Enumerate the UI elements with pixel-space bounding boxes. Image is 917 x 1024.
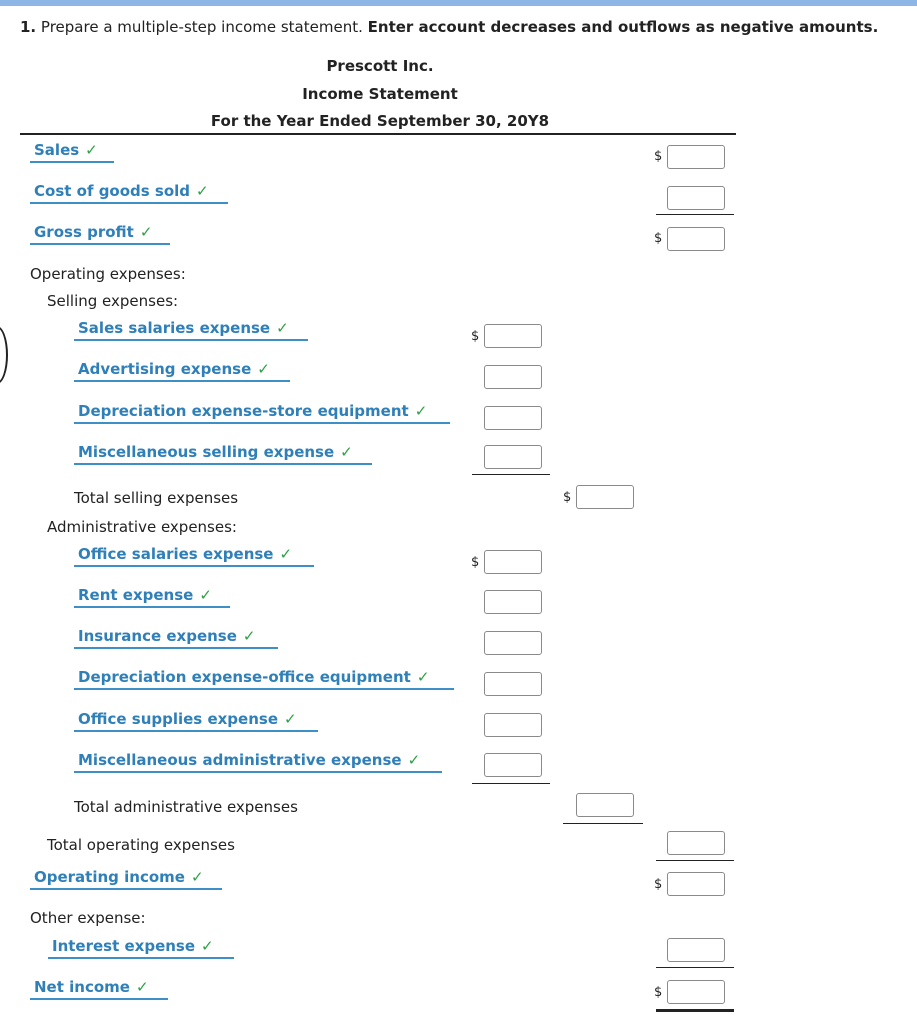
dollar-sign: $ bbox=[654, 985, 663, 1000]
row-select-misc-admin[interactable] bbox=[74, 751, 442, 773]
row-label: Miscellaneous selling expense bbox=[78, 443, 335, 461]
row-label: Sales bbox=[34, 141, 80, 159]
statement-title: Income Statement bbox=[302, 85, 458, 103]
instruction bbox=[20, 18, 878, 36]
check-icon: ✓ bbox=[135, 978, 149, 996]
row-label: Cost of goods sold bbox=[34, 182, 191, 200]
underline bbox=[563, 823, 643, 824]
input-depr-store[interactable] bbox=[484, 406, 542, 430]
row-label: Operating income bbox=[34, 868, 185, 886]
check-icon: ✓ bbox=[407, 751, 421, 769]
statement-period: For the Year Ended September 30, 20Y8 bbox=[210, 112, 550, 130]
check-icon: ✓ bbox=[199, 586, 212, 604]
double-underline bbox=[656, 1009, 734, 1012]
label-administrative-expenses: Administrative expenses: bbox=[47, 518, 237, 536]
input-operating-income[interactable] bbox=[667, 872, 725, 896]
input-office-supplies[interactable] bbox=[484, 713, 542, 737]
input-misc-admin[interactable] bbox=[484, 753, 542, 777]
input-interest[interactable] bbox=[667, 938, 725, 962]
label-operating-expenses: Operating expenses: bbox=[30, 265, 186, 283]
input-advertising[interactable] bbox=[484, 365, 542, 389]
input-total-selling[interactable] bbox=[576, 485, 634, 509]
check-icon: ✓ bbox=[201, 937, 214, 955]
check-icon: ✓ bbox=[190, 868, 204, 886]
row-label: Interest expense bbox=[52, 937, 196, 955]
row-label: Sales salaries expense bbox=[78, 319, 271, 337]
input-sales-salaries[interactable] bbox=[484, 324, 542, 348]
check-icon: ✓ bbox=[257, 360, 270, 378]
dollar-sign: $ bbox=[654, 231, 663, 246]
header-rule bbox=[20, 133, 736, 135]
check-icon: ✓ bbox=[284, 710, 297, 728]
company-name: Prescott Inc. bbox=[326, 57, 434, 75]
row-label: Insurance expense bbox=[78, 627, 237, 645]
row-select-insurance[interactable] bbox=[74, 627, 278, 649]
row-label: Net income bbox=[34, 978, 130, 996]
check-icon: ✓ bbox=[279, 545, 293, 563]
row-label: Advertising expense bbox=[78, 360, 252, 378]
instruction-text: Prepare a multiple-step income statement. bbox=[40, 18, 363, 36]
row-select-office-salaries[interactable] bbox=[74, 545, 314, 567]
input-total-admin[interactable] bbox=[576, 793, 634, 817]
row-select-depr-store[interactable] bbox=[74, 402, 450, 424]
input-misc-selling[interactable] bbox=[484, 445, 542, 469]
row-select-sales-salaries[interactable] bbox=[74, 319, 308, 341]
top-accent-bar bbox=[0, 0, 917, 6]
dollar-sign: $ bbox=[654, 149, 663, 164]
row-select-advertising[interactable] bbox=[74, 360, 290, 382]
check-icon: ✓ bbox=[416, 668, 430, 686]
instruction-number: 1. bbox=[20, 18, 37, 36]
input-total-operating[interactable] bbox=[667, 831, 725, 855]
check-icon: ✓ bbox=[85, 141, 98, 159]
input-cogs[interactable] bbox=[667, 186, 725, 210]
dollar-sign: $ bbox=[654, 877, 663, 892]
underline bbox=[472, 783, 550, 784]
label-total-operating: Total operating expenses bbox=[47, 836, 235, 854]
dollar-sign: $ bbox=[471, 329, 480, 344]
row-select-net-income[interactable] bbox=[30, 978, 168, 1000]
row-label: Miscellaneous administrative expense bbox=[78, 751, 402, 769]
page-edge-decoration bbox=[0, 326, 8, 384]
label-total-admin: Total administrative expenses bbox=[74, 798, 298, 816]
check-icon: ✓ bbox=[139, 223, 153, 241]
check-icon: ✓ bbox=[196, 182, 209, 200]
input-depr-office[interactable] bbox=[484, 672, 542, 696]
label-selling-expenses: Selling expenses: bbox=[47, 292, 179, 310]
row-label: Office supplies expense bbox=[78, 710, 278, 728]
row-select-rent[interactable] bbox=[74, 586, 230, 608]
label-total-selling: Total selling expenses bbox=[74, 489, 239, 507]
check-icon: ✓ bbox=[414, 402, 428, 420]
underline bbox=[656, 214, 734, 215]
check-icon: ✓ bbox=[340, 443, 353, 461]
row-label: Gross profit bbox=[34, 223, 134, 241]
dollar-sign: $ bbox=[563, 490, 572, 505]
row-select-gross-profit[interactable] bbox=[30, 223, 170, 245]
input-office-salaries[interactable] bbox=[484, 550, 542, 574]
underline bbox=[472, 474, 550, 475]
row-label: Depreciation expense-store equipment bbox=[78, 402, 409, 420]
row-select-office-supplies[interactable] bbox=[74, 710, 318, 732]
input-gross-profit[interactable] bbox=[667, 227, 725, 251]
row-select-cogs[interactable] bbox=[30, 182, 228, 204]
input-insurance[interactable] bbox=[484, 631, 542, 655]
row-select-operating-income[interactable] bbox=[30, 868, 222, 890]
dollar-sign: $ bbox=[471, 555, 480, 570]
check-icon: ✓ bbox=[276, 319, 289, 337]
label-other-expense: Other expense: bbox=[30, 909, 146, 927]
row-select-depr-office[interactable] bbox=[74, 668, 454, 690]
row-label: Rent expense bbox=[78, 586, 194, 604]
row-select-misc-selling[interactable] bbox=[74, 443, 372, 465]
row-select-sales[interactable] bbox=[30, 141, 114, 163]
underline bbox=[656, 860, 734, 861]
input-net-income[interactable] bbox=[667, 980, 725, 1004]
row-label: Office salaries expense bbox=[78, 545, 274, 563]
check-icon: ✓ bbox=[242, 627, 256, 645]
input-sales[interactable] bbox=[667, 145, 725, 169]
row-select-interest[interactable] bbox=[48, 937, 234, 959]
input-rent[interactable] bbox=[484, 590, 542, 614]
underline bbox=[656, 967, 734, 968]
instruction-emphasis: Enter account decreases and outflows as negative amounts. bbox=[367, 18, 879, 36]
row-label: Depreciation expense-office equipment bbox=[78, 668, 411, 686]
